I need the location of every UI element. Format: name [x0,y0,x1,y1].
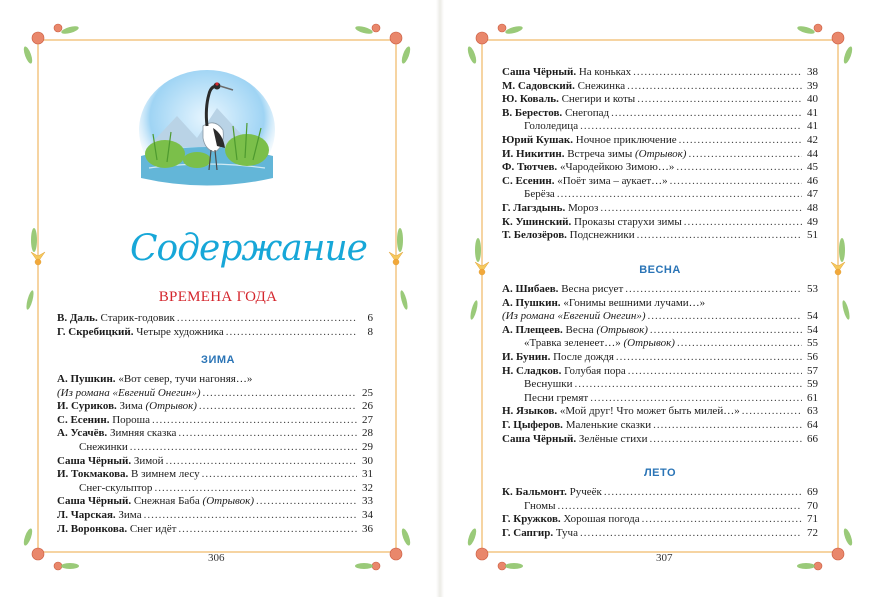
page-ref: 8 [367,325,373,338]
toc-entry[interactable]: Г. Скребицкий. Четыре художника ..... 8 [57,326,373,340]
toc-entry[interactable]: С. Есенин. «Поёт зима – аукает…» ..... 46 [502,175,818,189]
toc-entry[interactable]: И. Никитин. Встреча зимы (Отрывок) ..... 44 [502,148,818,162]
toc-entry[interactable]: Веснушки ..... 59 [502,378,818,392]
page-ref: 46 [807,174,818,187]
page-ref: 27 [362,413,373,426]
toc-entry[interactable]: К. Бальмонт. Ручеёк ..... 69 [502,486,818,500]
toc-entry[interactable]: Г. Кружков. Хорошая погода ..... 71 [502,513,818,527]
page-ref: 69 [807,486,818,498]
toc-entry[interactable]: Саша Чёрный. Снежная Баба (Отрывок) ..... 33 [57,495,373,509]
section-title-winter: ЗИМА [201,354,235,366]
page-ref: 26 [362,400,373,413]
toc-winter-continued [502,66,818,243]
toc-entry[interactable]: Н. Сладков. Голубая пора ..... 57 [502,365,818,379]
toc-entry[interactable]: Т. Белозёров. Подснежники ..... 51 [502,229,818,243]
page-ref: 64 [807,418,818,431]
page-ref: 28 [362,427,373,440]
page-ref: 59 [807,378,818,391]
toc-entry[interactable]: Саша Чёрный. Зимой ..... 30 [57,455,373,469]
crane-illustration [137,68,277,198]
toc-entry[interactable]: А. Шибаев. Весна рисует ..... 53 [502,283,818,297]
page-ref: 72 [807,526,818,539]
toc-entry[interactable]: Г. Цыферов. Маленькие сказки ..... 64 [502,419,818,433]
toc-seasons [57,312,373,339]
page-ref: 54 [807,323,818,336]
toc-entry[interactable]: Н. Языков. «Мой друг! Что может быть милей…» ..... 63 [502,405,818,419]
page-ref: 32 [362,481,373,494]
page-ref: 33 [362,495,373,508]
page-ref: 45 [807,161,818,174]
section-title-spring: ВЕСНА [639,264,681,276]
toc-entry[interactable]: (Из романа «Евгений Онегин») ..... 54 [502,310,818,324]
page-ref: 31 [362,468,373,481]
toc-entry[interactable]: Саша Чёрный. На коньках ..... 38 [502,66,818,80]
toc-entry[interactable]: Юрий Кушак. Ночное приключение ..... 42 [502,134,818,148]
toc-entry[interactable]: А. Усачёв. Зимняя сказка ..... 28 [57,427,373,441]
page-ref: 30 [362,454,373,467]
section-title-seasons: ВРЕМЕНА ГОДА [158,289,278,305]
page-ref: 48 [807,201,818,214]
page-ref: 44 [807,147,818,160]
toc-entry[interactable]: (Из романа «Евгений Онегин») ..... 25 [57,387,373,401]
toc-entry[interactable]: Л. Чарская. Зима ..... 34 [57,509,373,523]
page-ref: 49 [807,215,818,228]
toc-winter [57,373,373,536]
toc-entry[interactable]: С. Есенин. Пороша ..... 27 [57,414,373,428]
page-ref: 29 [362,440,373,453]
toc-entry[interactable]: А. Пушкин. «Гонимы вешними лучами…» [502,296,706,309]
toc-entry[interactable]: Ю. Коваль. Снегири и коты ..... 40 [502,93,818,107]
toc-entry[interactable]: Г. Лагздынь. Мороз ..... 48 [502,202,818,216]
section-title-summer: ЛЕТО [643,467,677,479]
contents-heading: Содержание [130,228,367,269]
toc-entry[interactable]: Берёза ..... 47 [502,188,818,202]
toc-entry[interactable]: Гололедица ..... 41 [502,120,818,134]
page-ref: 41 [807,120,818,133]
page-ref: 25 [362,386,373,399]
page-ref: 38 [807,66,818,78]
page-number-left: 306 [208,552,225,564]
page-ref: 34 [362,508,373,521]
page-ref: 6 [367,312,373,324]
toc-entry[interactable]: Саша Чёрный. Зелёные стихи ..... 66 [502,433,818,447]
toc-entry[interactable]: В. Даль. Старик-годовик ..... 6 [57,312,373,326]
toc-entry[interactable]: В. Берестов. Снегопад ..... 41 [502,107,818,121]
toc-entry[interactable]: Л. Воронкова. Снег идёт ..... 36 [57,523,373,537]
toc-entry[interactable]: К. Ушинский. Проказы старухи зимы ..... 49 [502,216,818,230]
page-ref: 56 [807,350,818,363]
toc-entry[interactable]: Снежинки ..... 29 [57,441,373,455]
page-ref: 57 [807,364,818,377]
toc-entry[interactable]: Ф. Тютчев. «Чародейкою Зимою…» ..... 45 [502,161,818,175]
page-ref: 39 [807,79,818,92]
page-ref: 70 [807,499,818,512]
toc-entry[interactable]: М. Садовский. Снежинка ..... 39 [502,80,818,94]
toc-entry[interactable]: Гномы ..... 70 [502,500,818,514]
page-ref: 66 [807,432,818,445]
page-ref: 51 [807,229,818,242]
page-number-right: 307 [656,552,673,564]
toc-entry[interactable]: И. Суриков. Зима (Отрывок) ..... 26 [57,400,373,414]
page-ref: 36 [362,522,373,535]
page-ref: 47 [807,188,818,201]
page-ref: 40 [807,93,818,106]
toc-spring [502,283,818,446]
page-ref: 71 [807,513,818,526]
toc-entry[interactable]: И. Бунин. После дождя ..... 56 [502,351,818,365]
page-ref: 63 [807,405,818,418]
page-ref: 53 [807,283,818,295]
toc-entry[interactable]: Песни гремят ..... 61 [502,392,818,406]
toc-entry[interactable]: И. Токмакова. В зимнем лесу ..... 31 [57,468,373,482]
toc-entry[interactable]: Снег-скульптор ..... 32 [57,482,373,496]
toc-entry[interactable]: «Травка зеленеет…» (Отрывок) ..... 55 [502,337,818,351]
toc-entry[interactable]: А. Плещеев. Весна (Отрывок) ..... 54 [502,324,818,338]
page-ref: 54 [807,310,818,323]
page-ref: 55 [807,337,818,350]
page-ref: 42 [807,133,818,146]
toc-entry[interactable]: А. Пушкин. «Вот север, тучи нагоняя…» [57,373,253,385]
page-ref: 61 [807,391,818,404]
page-ref: 41 [807,106,818,119]
toc-summer [502,486,818,540]
toc-entry[interactable]: Г. Сапгир. Туча ..... 72 [502,527,818,541]
